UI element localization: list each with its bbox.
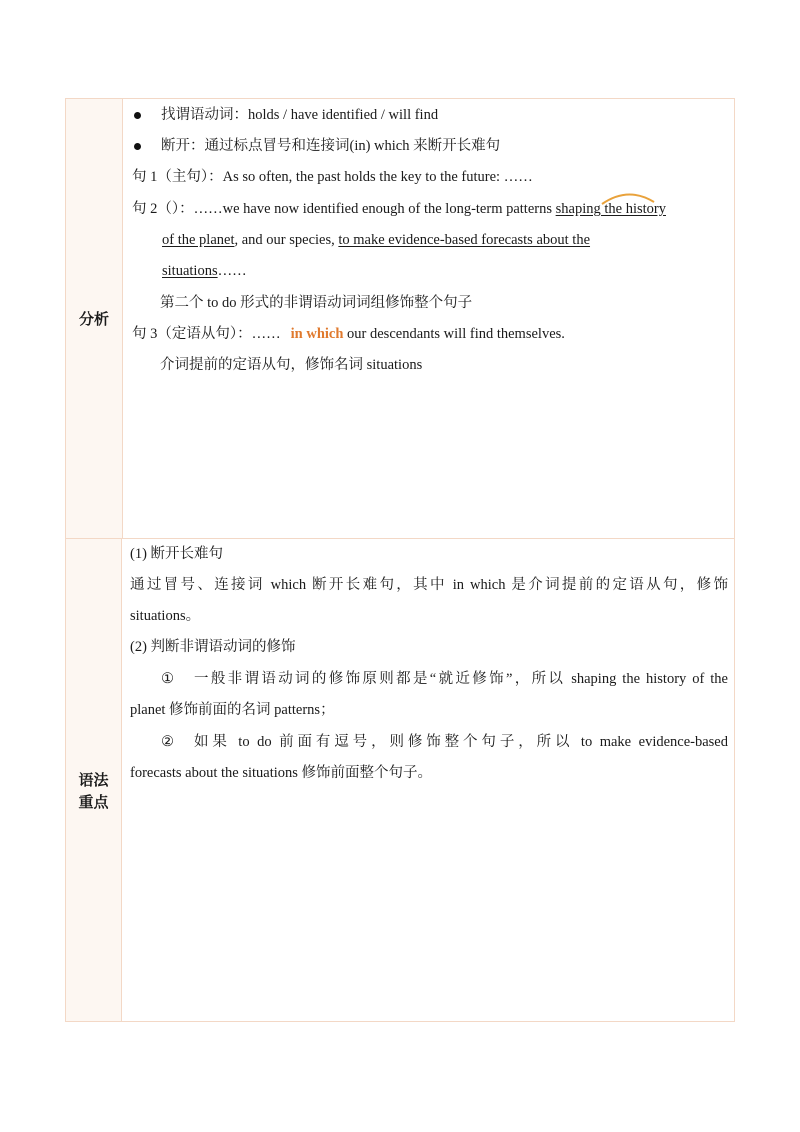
note-non-finite: 第二个 to do 形式的非谓语动词词组修饰整个句子	[160, 295, 473, 311]
sentence-2-line-2	[162, 230, 590, 250]
sentence-2-tail: ……	[217, 263, 247, 279]
para-1-line-2: situations。	[130, 608, 201, 624]
point-1-line-2: planet 修饰前面的名词 patterns；	[130, 702, 335, 718]
analysis-row	[66, 99, 734, 539]
sentence-3	[132, 324, 565, 344]
sentence-2-prefix: 句 2（）：	[132, 201, 194, 217]
point-1-line-1: 一般非谓语动词的修饰原则都是“就近修饰”，所以 shaping the history of the	[194, 671, 728, 687]
shaping-phrase: shaping the history	[555, 201, 666, 217]
bullet-icon	[134, 143, 141, 150]
sentence-3-text: our descendants will find themselves.	[343, 326, 565, 342]
analysis-label: 分析	[66, 99, 123, 538]
heading-split-sentence: (1) 断开长难句	[130, 546, 224, 562]
to-make-phrase: to make evidence-based forecasts about the	[338, 232, 591, 248]
shaping-phrase-cont: of the planet	[162, 232, 235, 248]
point-1-marker: ①	[161, 671, 174, 687]
sentence-2-line-3	[162, 261, 247, 281]
bullet-predicate-verbs: 找谓语动词：holds / have identified / will find	[161, 107, 439, 123]
point-2-marker: ②	[161, 734, 174, 750]
note-relative-clause: 介词提前的定语从句，修饰名词 situations	[160, 357, 423, 373]
analysis-table	[65, 98, 735, 1022]
grammar-label-line-1: 语法	[78, 771, 109, 789]
sentence-1	[132, 167, 533, 187]
bullet-icon	[134, 112, 141, 119]
para-1-line-1: 通过冒号、连接词 which 断开长难句，其中 in which 是介词提前的定语从句，修饰	[130, 577, 728, 593]
sentence-3-prefix: 句 3（定语从句）：……	[132, 326, 281, 342]
sentence-1-prefix: 句 1（主句）：	[132, 169, 223, 185]
in-which-highlight: in which	[290, 326, 344, 342]
sentence-1-text: As so often, the past holds the key to the future: ……	[222, 169, 533, 185]
grammar-row	[66, 539, 734, 1021]
to-make-phrase-cont: situations	[162, 263, 218, 279]
grammar-label-line-2: 重点	[78, 793, 109, 811]
sentence-2-text: ……we have now identified enough of the long-term patterns	[193, 201, 556, 217]
bullet-split-sentence: 断开：通过标点冒号和连接词(in) which 来断开长难句	[161, 138, 501, 154]
grammar-label	[66, 539, 122, 1021]
sentence-2-mid: , and our species,	[234, 232, 339, 248]
point-2-line-1: 如果 to do 前面有逗号，则修饰整个句子，所以 to make evidence-based	[194, 734, 728, 750]
point-2-line-2: forecasts about the situations 修饰前面整个句子。	[130, 765, 433, 781]
sentence-2-line-1	[132, 199, 666, 219]
heading-non-finite: (2) 判断非谓语动词的修饰	[130, 639, 296, 655]
